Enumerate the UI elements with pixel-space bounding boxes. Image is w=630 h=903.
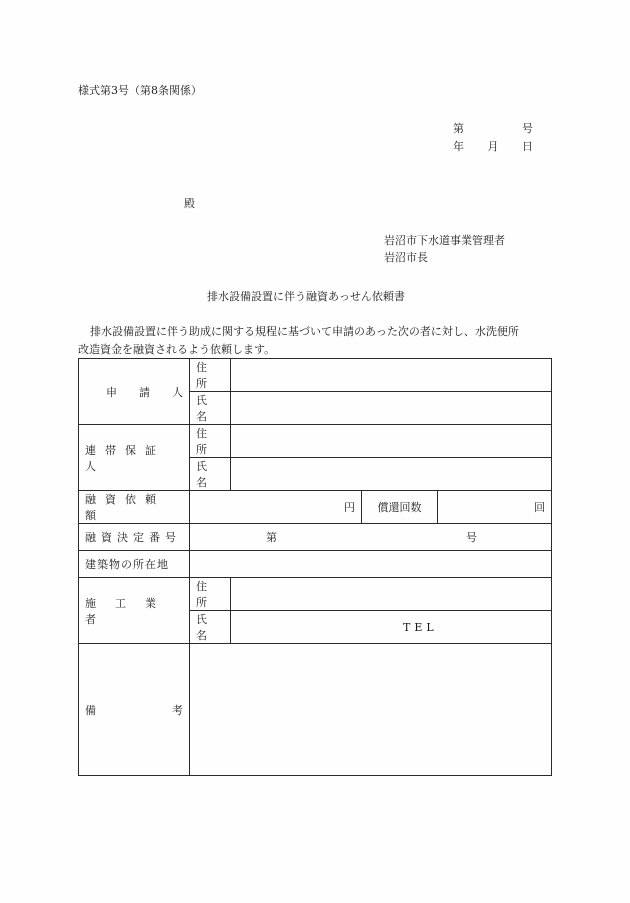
table-row [79, 425, 552, 458]
table-row [79, 524, 552, 551]
repayment-count-field[interactable] [438, 491, 552, 524]
decision-number-label: 融資決定番号 [79, 524, 190, 551]
guarantor-address-label: 住所 [190, 425, 231, 458]
table-row [79, 359, 552, 392]
guarantor-name-label: 氏名 [190, 458, 231, 491]
addressee-suffix: 殿 [184, 197, 195, 210]
document-number-suffix: 号 [522, 122, 533, 135]
decision-number-prefix: 第 [266, 531, 277, 544]
yen-unit: 円 [344, 501, 355, 514]
applicant-label: 申請人 [106, 385, 205, 399]
document-date [453, 138, 533, 154]
table-row [79, 551, 552, 578]
guarantor-label-cell [79, 425, 190, 491]
form-number: 様式第3号（第8条関係） [78, 84, 202, 97]
table-row [79, 491, 552, 524]
contractor-name-label: 氏名 [190, 611, 231, 644]
date-year: 年 [453, 140, 464, 153]
guarantor-name-field[interactable] [231, 458, 552, 491]
applicant-address-field[interactable] [231, 359, 552, 392]
building-location-label: 建築物の所在地 [79, 551, 190, 578]
times-unit: 回 [534, 501, 546, 514]
contractor-label: 施工業者 [85, 596, 175, 626]
date-day: 日 [522, 140, 533, 153]
sender-organization: 岩沼市下水道事業管理者 [384, 234, 505, 247]
decision-number-field[interactable] [190, 524, 552, 551]
remarks-label: 備考 [79, 644, 190, 776]
body-text-line1: 排水設備設置に伴う助成に関する規程に基づいて申請のあった次の者に対し、水洗便所 [90, 325, 519, 338]
document-title: 排水設備設置に伴う融資あっせん依頼書 [207, 290, 405, 303]
table-row [79, 578, 552, 611]
body-text-line2: 改造資金を融資されるよう依頼します。 [78, 343, 276, 356]
document-number-prefix: 第 [453, 122, 464, 135]
date-month: 月 [487, 140, 499, 153]
loan-request-table [78, 358, 552, 776]
contractor-name-field[interactable] [231, 611, 552, 644]
sender-mayor: 岩沼市長 [384, 251, 428, 264]
table-row [79, 644, 552, 776]
contractor-label-cell [79, 578, 190, 644]
building-location-field[interactable] [190, 551, 552, 578]
loan-amount-field[interactable] [190, 491, 362, 524]
applicant-address-label: 住所 [190, 359, 231, 392]
contractor-address-field[interactable] [231, 578, 552, 611]
applicant-name-field[interactable] [231, 392, 552, 425]
repayment-count-label: 償還回数 [362, 491, 438, 524]
applicant-name-label: 氏名 [190, 392, 231, 425]
decision-number-suffix: 号 [466, 531, 477, 544]
loan-amount-label: 融資依頼額 [79, 491, 190, 524]
document-number [453, 120, 533, 136]
tel-label: TEL [403, 620, 438, 634]
guarantor-label: 連帯保証人 [85, 443, 165, 473]
guarantor-address-field[interactable] [231, 425, 552, 458]
contractor-address-label: 住所 [190, 578, 231, 611]
